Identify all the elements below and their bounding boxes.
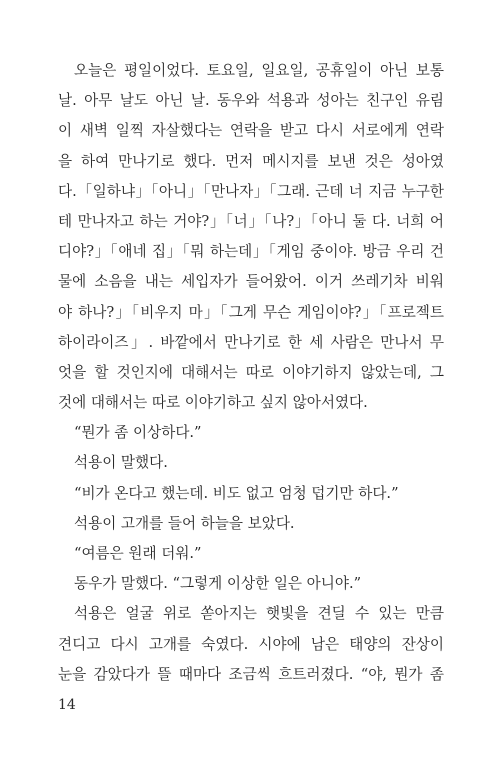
text-line-11: 엇을 할 것인지에 대해서는 따로 이야기하지 않았는데, 그 xyxy=(58,363,444,381)
text-line-7: 디야?」「애네 집」「뭐 하는데」「게임 중이야. 방금 우리 건 xyxy=(58,243,444,261)
body-text xyxy=(58,56,444,690)
text-line-16: 석용이 고개를 들어 하늘을 보았다. xyxy=(74,514,295,532)
text-line-6: 테 만나자고 하는 거야?」「너」「나?」「아니 둘 다. 너희 어 xyxy=(58,212,444,230)
text-line-8: 물에 소음을 내는 세입자가 들어왔어. 이거 쓰레기차 비워 xyxy=(58,273,444,291)
text-line-15: “비가 온다고 했는데. 비도 없고 엄청 덥기만 하다.” xyxy=(74,484,399,502)
text-line-1: 오늘은 평일이었다. 토요일, 일요일, 공휴일이 아닌 보통 xyxy=(74,62,444,79)
text-line-4: 을 하여 만나기로 했다. 먼저 메시지를 보낸 것은 성아였 xyxy=(58,152,444,170)
page-number: 14 xyxy=(58,697,76,713)
text-line-3: 이 새벽 일찍 자살했다는 연락을 받고 다시 서로에게 연락 xyxy=(58,122,444,140)
text-line-5: 다.「일하냐」「아니」「만나자」「그래. 근데 너 지금 누구한 xyxy=(58,182,444,200)
text-line-10: 하이라이즈」. 바깥에서 만나기로 한 세 사람은 만나서 무 xyxy=(58,333,444,351)
text-line-18: 동우가 말했다. “그렇게 이상한 일은 아니야.” xyxy=(74,575,362,593)
text-line-13: “뭔가 좀 이상하다.” xyxy=(74,424,202,442)
text-line-17: “여름은 원래 더워.” xyxy=(74,545,202,562)
text-line-12: 것에 대해서는 따로 이야기하고 싶지 않아서였다. xyxy=(58,394,368,412)
text-line-9: 야 하나?」「비우지 마」「그게 무슨 게임이야?」「프로젝트 xyxy=(58,303,444,321)
text-line-2: 날. 아무 날도 아닌 날. 동우와 석용과 성아는 친구인 유림 xyxy=(58,92,444,110)
text-line-21: 눈을 감았다가 뜰 때마다 조금씩 흐트러졌다. “야, 뭔가 좀 xyxy=(58,665,444,683)
text-line-19: 석용은 얼굴 위로 쏟아지는 햇빛을 견딜 수 있는 만큼 xyxy=(74,605,444,623)
text-line-20: 견디고 다시 고개를 숙였다. 시야에 남은 태양의 잔상이 xyxy=(58,635,444,653)
text-line-14: 석용이 말했다. xyxy=(74,454,168,472)
